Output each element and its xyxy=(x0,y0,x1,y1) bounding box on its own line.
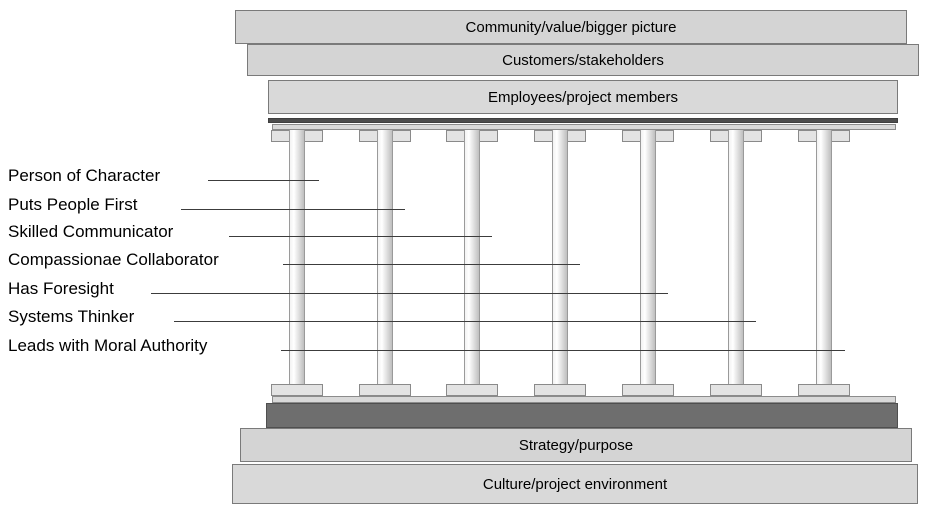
column-base-bottom xyxy=(534,384,586,396)
pillar-label: Skilled Communicator xyxy=(8,222,174,241)
pillar-column xyxy=(552,130,568,396)
pillar-column xyxy=(728,130,744,396)
column-base-bottom xyxy=(271,384,323,396)
slab-community xyxy=(235,10,907,44)
column-base-bottom xyxy=(798,384,850,396)
leader-line xyxy=(181,209,405,210)
slab-employees xyxy=(268,80,898,114)
leader-line xyxy=(174,321,756,322)
slab-employees-label: Employees/project members xyxy=(487,88,679,106)
pillar-label: Compassionae Collaborator xyxy=(8,250,219,269)
slab-culture-label: Culture/project environment xyxy=(482,475,668,493)
pillar-label: Puts People First xyxy=(8,195,138,214)
pillar-column xyxy=(289,130,305,396)
leader-line xyxy=(281,350,845,351)
stylobate-dark-base xyxy=(266,403,898,428)
slab-customers xyxy=(247,44,919,76)
pillar-column xyxy=(464,130,480,396)
pillar-label: Person of Character xyxy=(8,166,161,185)
slab-culture xyxy=(232,464,918,504)
stylobate-light-rail-bottom xyxy=(272,396,896,403)
leader-line xyxy=(208,180,319,181)
pillar-label: Leads with Moral Authority xyxy=(8,336,208,355)
slab-customers-label: Customers/stakeholders xyxy=(502,51,664,69)
column-base-bottom xyxy=(710,384,762,396)
slab-community-label: Community/value/bigger picture xyxy=(465,18,677,36)
column-base-bottom xyxy=(359,384,411,396)
column-base-bottom xyxy=(622,384,674,396)
leader-line xyxy=(229,236,492,237)
leader-line xyxy=(283,264,580,265)
leader-line xyxy=(151,293,668,294)
architrave-dark-rail-top xyxy=(268,118,898,123)
slab-strategy-label: Strategy/purpose xyxy=(518,436,634,454)
pillar-label: Systems Thinker xyxy=(8,307,135,326)
slab-strategy xyxy=(240,428,912,462)
column-base-bottom xyxy=(446,384,498,396)
pillar-column xyxy=(377,130,393,396)
pillar-column xyxy=(816,130,832,396)
pillar-column xyxy=(640,130,656,396)
pillar-label: Has Foresight xyxy=(8,279,114,298)
